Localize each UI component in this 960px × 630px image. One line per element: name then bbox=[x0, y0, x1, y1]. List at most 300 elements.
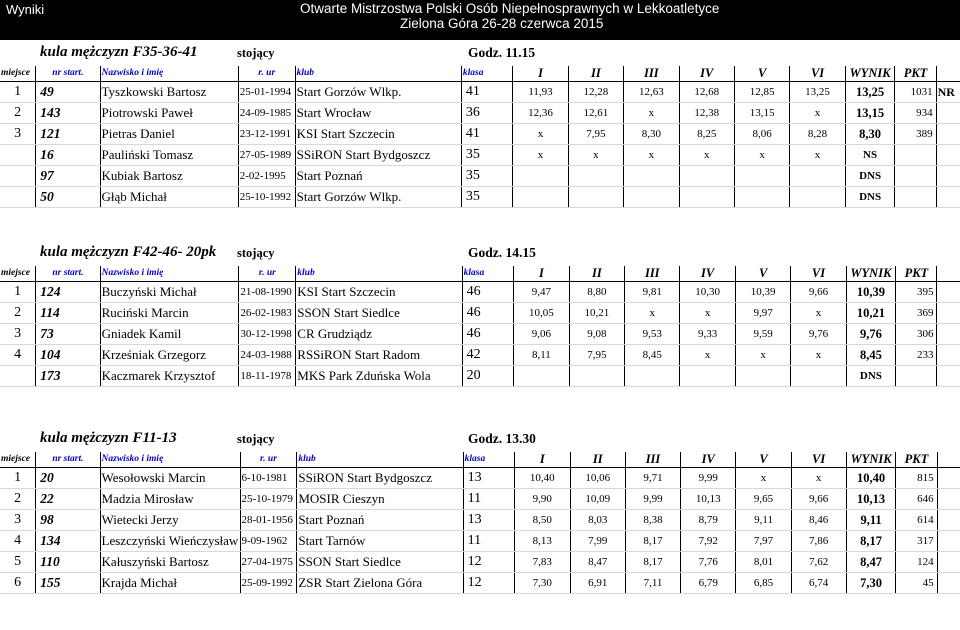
place-cell: 3 bbox=[0, 324, 36, 345]
club-cell: ZSR Start Zielona Góra bbox=[297, 573, 463, 594]
column-header-pkt: PKT bbox=[896, 452, 937, 468]
class-cell: 46 bbox=[462, 303, 513, 324]
place-cell: 2 bbox=[0, 103, 36, 124]
result-cell: 13,15 bbox=[845, 103, 895, 124]
attempt-3-cell: 12,63 bbox=[624, 82, 679, 103]
birth-date-cell: 25-01-1994 bbox=[238, 82, 295, 103]
place-cell: 6 bbox=[0, 573, 36, 594]
place-cell bbox=[0, 187, 36, 208]
result-cell: DNS bbox=[845, 187, 895, 208]
column-header-a2: II bbox=[569, 266, 625, 282]
column-header-a3: III bbox=[625, 452, 680, 468]
column-header-a4: IV bbox=[681, 452, 736, 468]
attempt-5-cell: 8,06 bbox=[734, 124, 789, 145]
result-cell: 8,45 bbox=[846, 345, 896, 366]
results-table bbox=[0, 66, 960, 208]
attempt-4-cell bbox=[679, 187, 734, 208]
column-header-name: Nazwisko i imię bbox=[100, 66, 238, 82]
header-spacer bbox=[937, 266, 960, 282]
result-cell: 10,40 bbox=[846, 468, 896, 489]
athlete-name-cell: Buczyński Michał bbox=[100, 282, 239, 303]
attempt-5-cell: 7,97 bbox=[736, 531, 791, 552]
attempt-3-cell bbox=[625, 366, 680, 387]
club-cell: Start Poznań bbox=[297, 510, 463, 531]
attempt-4-cell bbox=[679, 166, 734, 187]
event-title: kula mężczyzn F42-46- 20pk bbox=[40, 244, 217, 260]
birth-date-cell: 30-12-1998 bbox=[239, 324, 296, 345]
table-row bbox=[0, 124, 960, 145]
column-header-cls: klasa bbox=[462, 266, 513, 282]
column-header-a1: I bbox=[513, 66, 568, 82]
start-number-cell: 104 bbox=[36, 345, 100, 366]
class-cell: 42 bbox=[462, 345, 513, 366]
start-number-cell: 97 bbox=[36, 166, 100, 187]
table-row bbox=[0, 187, 960, 208]
column-header-birth: r. ur bbox=[240, 452, 297, 468]
points-cell: 614 bbox=[896, 510, 937, 531]
attempt-1-cell: 10,40 bbox=[515, 468, 570, 489]
attempt-1-cell bbox=[513, 187, 568, 208]
attempt-6-cell: 9,76 bbox=[791, 324, 846, 345]
result-cell: 10,21 bbox=[846, 303, 896, 324]
attempt-1-cell: 12,36 bbox=[513, 103, 568, 124]
birth-date-cell: 9-09-1962 bbox=[240, 531, 297, 552]
column-header-name: Nazwisko i imię bbox=[100, 266, 239, 282]
start-number-cell: 143 bbox=[36, 103, 100, 124]
event-time: Godz. 11.15 bbox=[468, 45, 536, 60]
competition-title: Otwarte Mistrzostwa Polski Osób Niepełnosprawnych w Lekkoatletyce bbox=[300, 1, 720, 16]
attempt-2-cell: 10,21 bbox=[569, 303, 625, 324]
place-cell: 3 bbox=[0, 510, 36, 531]
birth-date-cell: 21-08-1990 bbox=[239, 282, 296, 303]
attempt-4-cell: 12,68 bbox=[679, 82, 734, 103]
athlete-name-cell: Leszczyński Wieńczysław bbox=[100, 531, 240, 552]
class-cell: 13 bbox=[463, 468, 514, 489]
attempt-2-cell bbox=[568, 187, 623, 208]
event-title: kula mężczyzn F11-13 bbox=[40, 430, 177, 446]
column-header-name: Nazwisko i imię bbox=[100, 452, 240, 468]
attempt-1-cell: 7,30 bbox=[515, 573, 570, 594]
result-cell: DNS bbox=[845, 166, 895, 187]
event-title: kula mężczyzn F35-36-41 bbox=[40, 44, 198, 60]
start-number-cell: 16 bbox=[36, 145, 100, 166]
table-row bbox=[0, 103, 960, 124]
attempt-2-cell: 7,95 bbox=[569, 345, 625, 366]
athlete-name-cell: Głąb Michał bbox=[100, 187, 238, 208]
class-cell: 41 bbox=[461, 124, 512, 145]
points-cell bbox=[895, 145, 936, 166]
page-header bbox=[0, 0, 960, 40]
attempt-1-cell: x bbox=[513, 124, 568, 145]
column-header-a4: IV bbox=[680, 266, 736, 282]
table-header-row bbox=[0, 452, 960, 468]
attempt-3-cell: x bbox=[625, 303, 680, 324]
column-header-a3: III bbox=[624, 66, 679, 82]
column-header-pkt: PKT bbox=[895, 66, 936, 82]
athlete-name-cell: Pietras Daniel bbox=[100, 124, 238, 145]
event-type: stojący bbox=[237, 46, 275, 60]
place-cell: 2 bbox=[0, 489, 36, 510]
attempt-5-cell: 6,85 bbox=[736, 573, 791, 594]
attempt-5-cell: 12,85 bbox=[734, 82, 789, 103]
place-cell: 4 bbox=[0, 531, 36, 552]
competition-subtitle: Zielona Góra 26-28 czerwca 2015 bbox=[400, 16, 604, 31]
attempt-2-cell: 12,61 bbox=[568, 103, 623, 124]
attempt-5-cell: x bbox=[735, 345, 791, 366]
club-cell: Start Tarnów bbox=[297, 531, 463, 552]
column-header-result: WYNIK bbox=[845, 66, 895, 82]
attempt-5-cell bbox=[735, 366, 791, 387]
table-row bbox=[0, 166, 960, 187]
result-cell: 7,30 bbox=[846, 573, 896, 594]
record-cell bbox=[937, 303, 960, 324]
column-header-a6: VI bbox=[790, 66, 845, 82]
table-row bbox=[0, 345, 960, 366]
attempt-5-cell: 9,97 bbox=[735, 303, 791, 324]
attempt-3-cell: 8,17 bbox=[625, 552, 680, 573]
attempt-6-cell bbox=[790, 166, 845, 187]
record-cell bbox=[937, 282, 960, 303]
attempt-2-cell: x bbox=[568, 145, 623, 166]
table-header-row bbox=[0, 266, 960, 282]
attempt-2-cell: 10,09 bbox=[570, 489, 625, 510]
column-header-a3: III bbox=[625, 266, 680, 282]
start-number-cell: 73 bbox=[36, 324, 100, 345]
points-cell: 815 bbox=[896, 468, 937, 489]
column-header-startnr: nr start. bbox=[36, 266, 100, 282]
attempt-5-cell: 10,39 bbox=[735, 282, 791, 303]
start-number-cell: 134 bbox=[36, 531, 100, 552]
column-header-place: miejsce bbox=[0, 266, 36, 282]
attempt-6-cell: x bbox=[791, 345, 846, 366]
place-cell bbox=[0, 145, 36, 166]
attempt-6-cell: 13,25 bbox=[790, 82, 845, 103]
class-cell: 35 bbox=[461, 166, 512, 187]
attempt-4-cell: 10,30 bbox=[680, 282, 736, 303]
result-cell: 10,39 bbox=[846, 282, 896, 303]
table-row bbox=[0, 531, 960, 552]
start-number-cell: 110 bbox=[36, 552, 100, 573]
class-cell: 12 bbox=[463, 552, 514, 573]
attempt-5-cell: 9,11 bbox=[736, 510, 791, 531]
column-header-a5: V bbox=[734, 66, 789, 82]
header-spacer bbox=[937, 452, 960, 468]
attempt-5-cell: 8,01 bbox=[736, 552, 791, 573]
table-row bbox=[0, 573, 960, 594]
record-cell bbox=[937, 573, 960, 594]
place-cell: 3 bbox=[0, 124, 36, 145]
club-cell: KSI Start Szczecin bbox=[295, 124, 461, 145]
table-row bbox=[0, 552, 960, 573]
points-cell: 1031 bbox=[895, 82, 936, 103]
record-cell bbox=[936, 103, 960, 124]
attempt-1-cell: 9,47 bbox=[514, 282, 570, 303]
attempt-6-cell: 7,86 bbox=[791, 531, 846, 552]
attempt-1-cell: 8,50 bbox=[515, 510, 570, 531]
attempt-4-cell: 9,33 bbox=[680, 324, 736, 345]
results-section bbox=[0, 244, 960, 444]
athlete-name-cell: Krześniak Grzegorz bbox=[100, 345, 239, 366]
column-header-cls: klasa bbox=[461, 66, 512, 82]
birth-date-cell: 27-04-1975 bbox=[240, 552, 297, 573]
result-cell: 10,13 bbox=[846, 489, 896, 510]
header-left-label: Wyniki bbox=[6, 2, 45, 17]
class-cell: 36 bbox=[461, 103, 512, 124]
place-cell bbox=[0, 366, 36, 387]
club-cell: SSiRON Start Bydgoszcz bbox=[295, 145, 461, 166]
attempt-5-cell: 9,65 bbox=[736, 489, 791, 510]
column-header-a6: VI bbox=[791, 452, 846, 468]
points-cell: 389 bbox=[895, 124, 936, 145]
attempt-5-cell bbox=[734, 187, 789, 208]
attempt-4-cell: 8,25 bbox=[679, 124, 734, 145]
table-row bbox=[0, 82, 960, 103]
club-cell: Start Gorzów Wlkp. bbox=[295, 187, 461, 208]
record-cell bbox=[937, 324, 960, 345]
attempt-5-cell: x bbox=[734, 145, 789, 166]
place-cell bbox=[0, 166, 36, 187]
birth-date-cell: 27-05-1989 bbox=[238, 145, 295, 166]
attempt-2-cell: 12,28 bbox=[568, 82, 623, 103]
birth-date-cell: 23-12-1991 bbox=[238, 124, 295, 145]
attempt-1-cell: 11,93 bbox=[513, 82, 568, 103]
column-header-a2: II bbox=[570, 452, 625, 468]
athlete-name-cell: Gniadek Kamil bbox=[100, 324, 239, 345]
record-cell bbox=[937, 366, 960, 387]
class-cell: 35 bbox=[461, 187, 512, 208]
points-cell: 45 bbox=[896, 573, 937, 594]
column-header-result: WYNIK bbox=[846, 266, 896, 282]
result-cell: 13,25 bbox=[845, 82, 895, 103]
club-cell: MKS Park Zduńska Wola bbox=[296, 366, 462, 387]
athlete-name-cell: Piotrowski Paweł bbox=[100, 103, 238, 124]
start-number-cell: 155 bbox=[36, 573, 100, 594]
attempt-1-cell: 8,13 bbox=[515, 531, 570, 552]
points-cell: 646 bbox=[896, 489, 937, 510]
birth-date-cell: 18-11-1978 bbox=[239, 366, 296, 387]
table-row bbox=[0, 282, 960, 303]
column-header-cls: klasa bbox=[463, 452, 514, 468]
record-cell bbox=[936, 187, 960, 208]
attempt-6-cell: 7,62 bbox=[791, 552, 846, 573]
attempt-1-cell bbox=[514, 366, 570, 387]
attempt-1-cell: 8,11 bbox=[514, 345, 570, 366]
attempt-2-cell bbox=[568, 166, 623, 187]
points-cell: 317 bbox=[896, 531, 937, 552]
attempt-3-cell: 8,30 bbox=[624, 124, 679, 145]
record-cell bbox=[936, 145, 960, 166]
attempt-5-cell: 13,15 bbox=[734, 103, 789, 124]
place-cell: 5 bbox=[0, 552, 36, 573]
points-cell: 395 bbox=[896, 282, 937, 303]
attempt-5-cell: x bbox=[736, 468, 791, 489]
place-cell: 2 bbox=[0, 303, 36, 324]
attempt-1-cell: 9,90 bbox=[515, 489, 570, 510]
column-header-club: klub bbox=[297, 452, 463, 468]
attempt-3-cell bbox=[624, 166, 679, 187]
club-cell: CR Grudziądz bbox=[296, 324, 462, 345]
column-header-startnr: nr start. bbox=[36, 452, 100, 468]
attempt-3-cell: 8,45 bbox=[625, 345, 680, 366]
event-time: Godz. 13.30 bbox=[468, 431, 536, 446]
result-cell: 8,47 bbox=[846, 552, 896, 573]
result-cell: 8,17 bbox=[846, 531, 896, 552]
event-type: stojący bbox=[237, 432, 275, 446]
event-time: Godz. 14.15 bbox=[468, 245, 536, 260]
attempt-4-cell: 10,13 bbox=[681, 489, 736, 510]
athlete-name-cell: Tyszkowski Bartosz bbox=[100, 82, 238, 103]
place-cell: 4 bbox=[0, 345, 36, 366]
start-number-cell: 173 bbox=[36, 366, 100, 387]
attempt-4-cell: 9,99 bbox=[681, 468, 736, 489]
column-header-pkt: PKT bbox=[896, 266, 937, 282]
attempt-2-cell: 7,95 bbox=[568, 124, 623, 145]
column-header-club: klub bbox=[296, 266, 462, 282]
attempt-2-cell: 6,91 bbox=[570, 573, 625, 594]
attempt-6-cell: 9,66 bbox=[791, 282, 846, 303]
attempt-1-cell: 7,83 bbox=[515, 552, 570, 573]
attempt-6-cell: 6,74 bbox=[791, 573, 846, 594]
start-number-cell: 124 bbox=[36, 282, 100, 303]
attempt-6-cell: x bbox=[791, 468, 846, 489]
points-cell: 124 bbox=[896, 552, 937, 573]
column-header-startnr: nr start. bbox=[36, 66, 100, 82]
attempt-5-cell: 9,59 bbox=[735, 324, 791, 345]
record-cell bbox=[937, 552, 960, 573]
birth-date-cell: 25-10-1979 bbox=[240, 489, 297, 510]
table-header-row bbox=[0, 66, 960, 82]
attempt-1-cell: 9,06 bbox=[514, 324, 570, 345]
attempt-3-cell: 9,81 bbox=[625, 282, 680, 303]
birth-date-cell: 28-01-1956 bbox=[240, 510, 297, 531]
birth-date-cell: 26-02-1983 bbox=[239, 303, 296, 324]
record-cell bbox=[937, 510, 960, 531]
attempt-4-cell: 7,92 bbox=[681, 531, 736, 552]
start-number-cell: 49 bbox=[36, 82, 100, 103]
attempt-3-cell: 7,11 bbox=[625, 573, 680, 594]
record-cell bbox=[937, 345, 960, 366]
points-cell: 934 bbox=[895, 103, 936, 124]
results-section bbox=[0, 44, 960, 244]
column-header-a1: I bbox=[514, 266, 570, 282]
column-header-a2: II bbox=[568, 66, 623, 82]
class-cell: 20 bbox=[462, 366, 513, 387]
class-cell: 13 bbox=[463, 510, 514, 531]
club-cell: KSI Start Szczecin bbox=[296, 282, 462, 303]
attempt-3-cell: x bbox=[624, 145, 679, 166]
result-cell: 9,11 bbox=[846, 510, 896, 531]
record-cell bbox=[937, 531, 960, 552]
table-row bbox=[0, 303, 960, 324]
class-cell: 11 bbox=[463, 531, 514, 552]
table-row bbox=[0, 489, 960, 510]
birth-date-cell: 6-10-1981 bbox=[240, 468, 297, 489]
attempt-2-cell: 8,80 bbox=[569, 282, 625, 303]
table-row bbox=[0, 510, 960, 531]
athlete-name-cell: Krajda Michał bbox=[100, 573, 240, 594]
place-cell: 1 bbox=[0, 82, 36, 103]
club-cell: Start Wrocław bbox=[295, 103, 461, 124]
start-number-cell: 20 bbox=[36, 468, 100, 489]
attempt-3-cell: 9,71 bbox=[625, 468, 680, 489]
attempt-6-cell bbox=[790, 187, 845, 208]
record-cell: NR bbox=[936, 82, 960, 103]
start-number-cell: 98 bbox=[36, 510, 100, 531]
start-number-cell: 22 bbox=[36, 489, 100, 510]
birth-date-cell: 24-03-1988 bbox=[239, 345, 296, 366]
class-cell: 35 bbox=[461, 145, 512, 166]
column-header-birth: r. ur bbox=[238, 66, 295, 82]
column-header-place: miejsce bbox=[0, 452, 36, 468]
athlete-name-cell: Wesołowski Marcin bbox=[100, 468, 240, 489]
club-cell: RSSiRON Start Radom bbox=[296, 345, 462, 366]
attempt-6-cell: 8,28 bbox=[790, 124, 845, 145]
table-row bbox=[0, 324, 960, 345]
club-cell: SSON Start Siedlce bbox=[297, 552, 463, 573]
record-cell bbox=[937, 489, 960, 510]
attempt-2-cell: 8,03 bbox=[570, 510, 625, 531]
class-cell: 12 bbox=[463, 573, 514, 594]
attempt-2-cell: 8,47 bbox=[570, 552, 625, 573]
column-header-a1: I bbox=[515, 452, 570, 468]
attempt-6-cell: 8,46 bbox=[791, 510, 846, 531]
attempt-3-cell: 9,53 bbox=[625, 324, 680, 345]
club-cell: Start Poznań bbox=[295, 166, 461, 187]
athlete-name-cell: Ruciński Marcin bbox=[100, 303, 239, 324]
athlete-name-cell: Wietecki Jerzy bbox=[100, 510, 240, 531]
result-cell: NS bbox=[845, 145, 895, 166]
club-cell: SSON Start Siedlce bbox=[296, 303, 462, 324]
attempt-4-cell: 7,76 bbox=[681, 552, 736, 573]
attempt-1-cell bbox=[513, 166, 568, 187]
results-table bbox=[0, 266, 960, 387]
attempt-3-cell: 8,17 bbox=[625, 531, 680, 552]
header-spacer bbox=[936, 66, 960, 82]
column-header-result: WYNIK bbox=[846, 452, 896, 468]
attempt-3-cell: 9,99 bbox=[625, 489, 680, 510]
attempt-3-cell: x bbox=[624, 103, 679, 124]
column-header-a5: V bbox=[736, 452, 791, 468]
club-cell: SSiRON Start Bydgoszcz bbox=[297, 468, 463, 489]
points-cell: 233 bbox=[896, 345, 937, 366]
event-type: stojący bbox=[237, 246, 275, 260]
class-cell: 41 bbox=[461, 82, 512, 103]
birth-date-cell: 25-09-1992 bbox=[240, 573, 297, 594]
attempt-2-cell: 9,08 bbox=[569, 324, 625, 345]
birth-date-cell: 24-09-1985 bbox=[238, 103, 295, 124]
record-cell bbox=[936, 124, 960, 145]
points-cell bbox=[895, 187, 936, 208]
attempt-6-cell: x bbox=[791, 303, 846, 324]
attempt-1-cell: x bbox=[513, 145, 568, 166]
attempt-6-cell: x bbox=[790, 145, 845, 166]
attempt-4-cell bbox=[680, 366, 736, 387]
column-header-a6: VI bbox=[791, 266, 846, 282]
athlete-name-cell: Kaczmarek Krzysztof bbox=[100, 366, 239, 387]
attempt-2-cell: 7,99 bbox=[570, 531, 625, 552]
column-header-a4: IV bbox=[679, 66, 734, 82]
place-cell: 1 bbox=[0, 282, 36, 303]
class-cell: 46 bbox=[462, 324, 513, 345]
athlete-name-cell: Madzia Mirosław bbox=[100, 489, 240, 510]
column-header-birth: r. ur bbox=[239, 266, 296, 282]
attempt-6-cell bbox=[791, 366, 846, 387]
athlete-name-cell: Kałuszyński Bartosz bbox=[100, 552, 240, 573]
place-cell: 1 bbox=[0, 468, 36, 489]
record-cell bbox=[937, 468, 960, 489]
table-row bbox=[0, 468, 960, 489]
start-number-cell: 114 bbox=[36, 303, 100, 324]
